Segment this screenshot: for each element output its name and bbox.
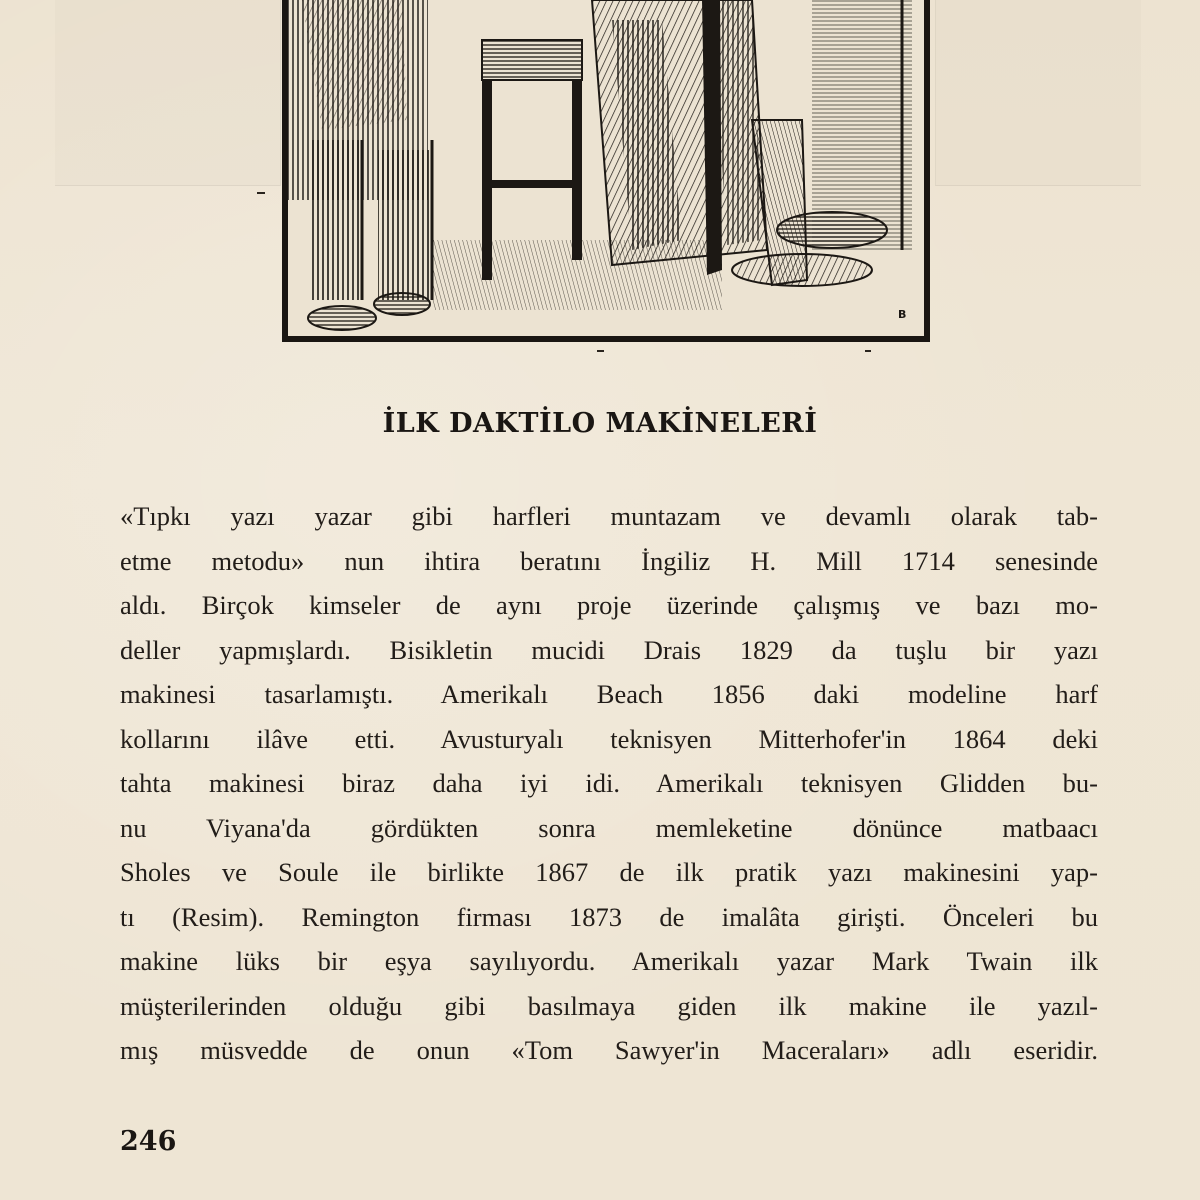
facing-page-bleed-left [55,0,281,186]
paragraph-line: kollarını ilâve etti. Avusturyalı teknisyen Mitterhofer'in 1864 deki [120,723,1098,754]
page-number: 246 [120,1126,177,1157]
illustration-signature: B [898,308,907,321]
print-mark-bottom [597,350,604,352]
body-paragraph [120,494,1098,1073]
paragraph-line: müşterilerinden olduğu gibi basılmaya giden ilk makine ile yazıl- [120,990,1098,1021]
facing-page-bleed-right [935,0,1141,186]
print-mark-bottom-right [865,350,871,352]
section-heading: İLK DAKTİLO MAKİNELERİ [382,408,818,439]
paragraph-line: mış müsvedde de onun «Tom Sawyer'in Maceraları» adlı eseridir. [120,1035,1098,1065]
paragraph-line: aldı. Birçok kimseler de aynı proje üzerinde çalışmış ve bazı mo- [120,590,1098,620]
paragraph-line: tahta makinesi biraz daha iyi idi. Amerikalı teknisyen Glidden bu- [120,768,1098,798]
paragraph-line: makine lüks bir eşya sayılıyordu. Amerikalı yazar Mark Twain ilk [120,946,1098,976]
paragraph-line: deller yapmışlardı. Bisikletin mucidi Drais 1829 da tuşlu bir yazı [120,634,1098,665]
paragraph-line: «Tıpkı yazı yazar gibi harfleri muntazam ve devamlı olarak tab- [120,501,1098,531]
paragraph-line: Sholes ve Soule ile birlikte 1867 de ilk pratik yazı makinesini yap- [120,857,1098,887]
paragraph-line: makinesi tasarlamıştı. Amerikalı Beach 1856 daki modeline harf [120,679,1098,709]
paragraph-line: etme metodu» nun ihtira beratını İngiliz H. Mill 1714 senesinde [120,545,1098,576]
paragraph-line: tı (Resim). Remington firması 1873 de imalâta girişti. Önceleri bu [120,901,1098,932]
print-mark-left [257,192,265,194]
paragraph-line: nu Viyana'da gördükten sonra memleketine dönünce matbaacı [120,812,1098,843]
woodcut-illustration [282,0,930,342]
